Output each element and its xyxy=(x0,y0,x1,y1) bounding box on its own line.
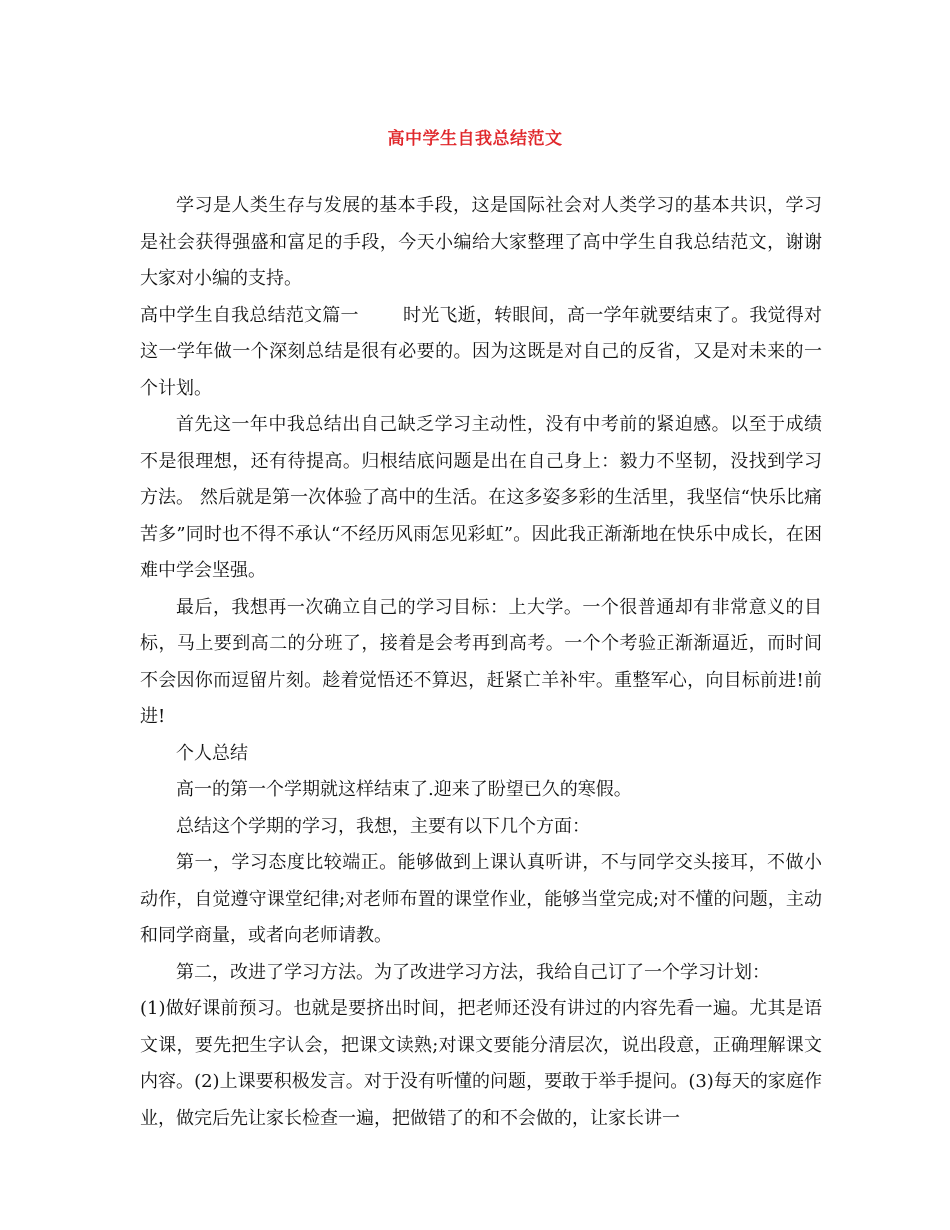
document-body xyxy=(140,188,822,1137)
paragraph-9: 第二，改进了学习方法。为了改进学习方法，我给自己订了一个学习计划： xyxy=(176,961,770,983)
paragraph-8: 第一，学习态度比较端正。能够做到上课认真听讲，不与同学交头接耳，不做小动作，自觉遵守课堂纪律;对老师布置的课堂作业，能够当堂完成;对不懂的问题，主动和同学商量，或者向老师请教。 xyxy=(140,852,822,946)
document-title: 高中学生自我总结范文 xyxy=(387,129,563,149)
section-first-text: 时光飞逝，转眼间，高一学年就要结束了。我觉得对这一学年做一个深刻总结是很有必要的。因为这既是对自己的反省，又是对未来的一个计划。 xyxy=(140,304,823,399)
paragraph-6: 高一的第一个学期就这样结束了.迎来了盼望已久的寒假。 xyxy=(176,779,632,800)
paragraph-5: 个人总结 xyxy=(176,742,248,764)
paragraph-10: (1)做好课前预习。也就是要挤出时间，把老师还没有讲过的内容先看一遍。尤其是语文课，要先把生字认会，把课文读熟;对课文要能分清层次，说出段意，正确理解课文内容。(2)上课要积极发言。对于没有听懂的问题，要敢于举手提问。(3)每天的家庭作业，做完后先让家长检查一遍，把做错了的和不会做的，让家长讲一 xyxy=(140,998,822,1129)
paragraph-section-one xyxy=(140,298,822,408)
paragraph-4: 最后，我想再一次确立自己的学习目标：上大学。一个很普通却有非常意义的目标，马上要到高二的分班了，接着是会考再到高考。一个个考验正渐渐逼近，而时间不会因你而逗留片刻。趁着觉悟还不算迟，赶紧亡羊补牢。重整军心，向目标前进!前进! xyxy=(140,596,822,727)
paragraph-7: 总结这个学期的学习，我想，主要有以下几个方面： xyxy=(176,815,590,837)
section-heading: 高中学生自我总结范文篇一 xyxy=(140,304,359,326)
paragraph-intro: 学习是人类生存与发展的基本手段，这是国际社会对人类学习的基本共识，学习是社会获得强盛和富足的手段，今天小编给大家整理了高中学生自我总结范文，谢谢大家对小编的支持。 xyxy=(140,195,822,289)
paragraph-3: 首先这一年中我总结出自己缺乏学习主动性，没有中考前的紧迫感。以至于成绩不是很理想，还有待提高。归根结底问题是出在自己身上：毅力不坚韧，没找到学习方法。 然后就是第一次体验了高中的生活。在这多姿多彩的生活里，我坚信“快乐比痛苦多”同时也不得不承认“不经历风雨怎见彩虹”。因此我正渐渐地在快乐中成长，在困难中学会坚强。 xyxy=(140,414,822,581)
